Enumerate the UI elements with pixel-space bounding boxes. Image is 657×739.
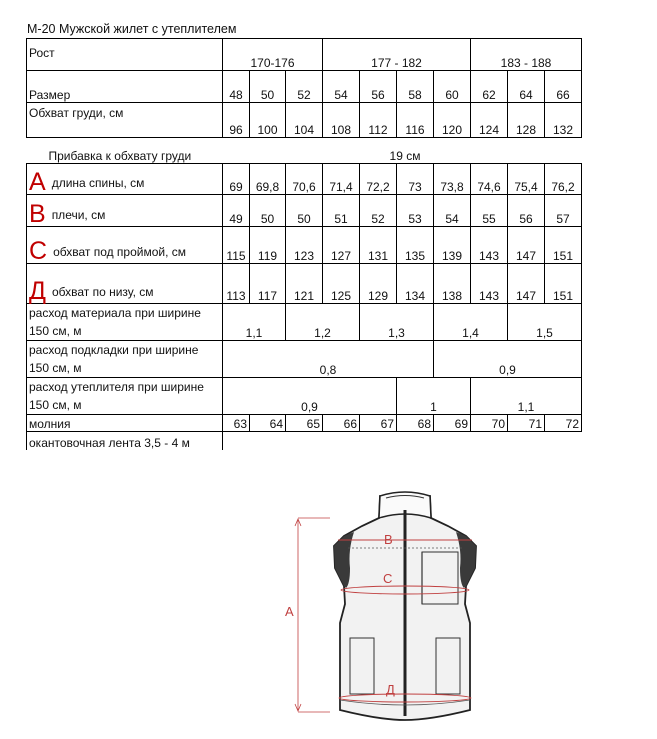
c-cell: 123 [286, 227, 323, 264]
b-cell: 54 [434, 195, 471, 227]
insulation-cell: 0,9 [223, 378, 397, 415]
d-cell: 121 [286, 264, 323, 304]
c-cell: 115 [223, 227, 250, 264]
chest-cell: 132 [545, 103, 582, 138]
row-zipper-label: молния [27, 415, 223, 432]
zipper-cell: 65 [286, 415, 323, 432]
a-cell: 69 [223, 164, 250, 195]
label-c: С [383, 571, 393, 586]
row-b-text: плечи, см [51, 208, 106, 222]
chest-cell: 124 [471, 103, 508, 138]
ease-value: 19 см [389, 149, 421, 163]
row-insulation [27, 378, 582, 415]
row-b-label [27, 195, 223, 227]
b-cell: 53 [397, 195, 434, 227]
row-c-label [27, 227, 223, 264]
size-cell: 58 [397, 71, 434, 103]
material-cell: 1,1 [223, 304, 286, 341]
material-cell: 1,2 [286, 304, 360, 341]
b-cell: 51 [323, 195, 360, 227]
d-cell: 147 [508, 264, 545, 304]
letter-a: А [29, 168, 46, 196]
row-shoulders [27, 195, 582, 227]
row-a-label [27, 164, 223, 195]
d-cell: 129 [360, 264, 397, 304]
b-cell: 52 [360, 195, 397, 227]
row-ease-label: Прибавка к обхвату груди [48, 149, 192, 163]
d-cell: 143 [471, 264, 508, 304]
size-cell: 48 [223, 71, 250, 103]
chest-cell: 100 [250, 103, 286, 138]
a-cell: 69,8 [250, 164, 286, 195]
size-cell: 50 [250, 71, 286, 103]
zipper-cell: 63 [223, 415, 250, 432]
row-height-label: Рост [27, 39, 223, 71]
row-zipper [27, 415, 582, 432]
vest-drawing [280, 488, 495, 728]
row-size-label: Размер [27, 71, 223, 103]
chest-cell: 128 [508, 103, 545, 138]
d-cell: 113 [223, 264, 250, 304]
chest-cell: 120 [434, 103, 471, 138]
zipper-cell: 64 [250, 415, 286, 432]
material-cell: 1,4 [434, 304, 508, 341]
row-size [27, 71, 582, 103]
vest-outline [334, 492, 476, 720]
height-group-2: 177 - 182 [323, 39, 471, 71]
b-cell: 50 [286, 195, 323, 227]
a-cell: 71,4 [323, 164, 360, 195]
c-cell: 119 [250, 227, 286, 264]
row-height [27, 39, 582, 71]
zipper-cell: 69 [434, 415, 471, 432]
row-d-label [27, 264, 223, 304]
c-cell: 127 [323, 227, 360, 264]
dimension-a [295, 518, 330, 712]
document-title: М-20 Мужской жилет с утеплителем [27, 22, 237, 36]
b-cell: 55 [471, 195, 508, 227]
row-insulation-label: расход утеплителя при ширине 150 см, м [27, 378, 223, 415]
row-hem-girth [27, 264, 582, 304]
size-cell: 52 [286, 71, 323, 103]
material-cell: 1,5 [508, 304, 582, 341]
row-c-text: обхват под проймой, см [53, 245, 187, 259]
a-cell: 74,6 [471, 164, 508, 195]
a-cell: 73,8 [434, 164, 471, 195]
letter-b: В [29, 200, 46, 228]
row-material-label: расход материала при ширине 150 см, м [27, 304, 223, 341]
chest-cell: 108 [323, 103, 360, 138]
row-chest-label: Обхват груди, см [27, 103, 223, 138]
a-cell: 76,2 [545, 164, 582, 195]
size-cell: 62 [471, 71, 508, 103]
row-d-text: обхват по низу, см [51, 285, 154, 299]
row-tape-label: окантовочная лента 3,5 - 4 м [27, 432, 223, 450]
d-cell: 138 [434, 264, 471, 304]
row-underarm-girth [27, 227, 582, 264]
a-cell: 73 [397, 164, 434, 195]
size-cell: 54 [323, 71, 360, 103]
letter-d: Д [29, 277, 46, 305]
size-cell: 66 [545, 71, 582, 103]
row-lining-label: расход подкладки при ширине 150 см, м [27, 341, 223, 378]
a-cell: 75,4 [508, 164, 545, 195]
chest-cell: 96 [223, 103, 250, 138]
d-cell: 151 [545, 264, 582, 304]
a-cell: 72,2 [360, 164, 397, 195]
zipper-cell: 70 [471, 415, 508, 432]
size-cell: 56 [360, 71, 397, 103]
label-a: А [285, 604, 294, 619]
zipper-cell: 68 [397, 415, 434, 432]
row-a-text: длина спины, см [51, 176, 145, 190]
a-cell: 70,6 [286, 164, 323, 195]
lining-cell: 0,8 [223, 341, 434, 378]
c-cell: 151 [545, 227, 582, 264]
row-back-length [27, 164, 582, 195]
chest-cell: 112 [360, 103, 397, 138]
row-chest [27, 103, 582, 138]
row-ease [27, 138, 582, 164]
b-cell: 56 [508, 195, 545, 227]
insulation-cell: 1 [397, 378, 471, 415]
lining-cell: 0,9 [434, 341, 582, 378]
b-cell: 50 [250, 195, 286, 227]
b-cell: 57 [545, 195, 582, 227]
insulation-cell: 1,1 [471, 378, 582, 415]
chest-cell: 116 [397, 103, 434, 138]
height-group-3: 183 - 188 [471, 39, 582, 71]
d-cell: 117 [250, 264, 286, 304]
row-binding-tape [27, 432, 582, 450]
size-cell: 64 [508, 71, 545, 103]
c-cell: 147 [508, 227, 545, 264]
c-cell: 135 [397, 227, 434, 264]
c-cell: 143 [471, 227, 508, 264]
zipper-cell: 71 [508, 415, 545, 432]
d-cell: 125 [323, 264, 360, 304]
material-cell: 1,3 [360, 304, 434, 341]
row-material [27, 304, 582, 341]
row-lining [27, 341, 582, 378]
c-cell: 139 [434, 227, 471, 264]
zipper-cell: 67 [360, 415, 397, 432]
zipper-cell: 72 [545, 415, 582, 432]
chest-cell: 104 [286, 103, 323, 138]
label-d: Д [386, 682, 395, 697]
label-b: В [384, 532, 393, 547]
zipper-cell: 66 [323, 415, 360, 432]
letter-c: С [29, 237, 48, 265]
c-cell: 131 [360, 227, 397, 264]
size-spec-table [26, 38, 582, 450]
d-cell: 134 [397, 264, 434, 304]
height-group-1: 170-176 [223, 39, 323, 71]
b-cell: 49 [223, 195, 250, 227]
size-cell: 60 [434, 71, 471, 103]
